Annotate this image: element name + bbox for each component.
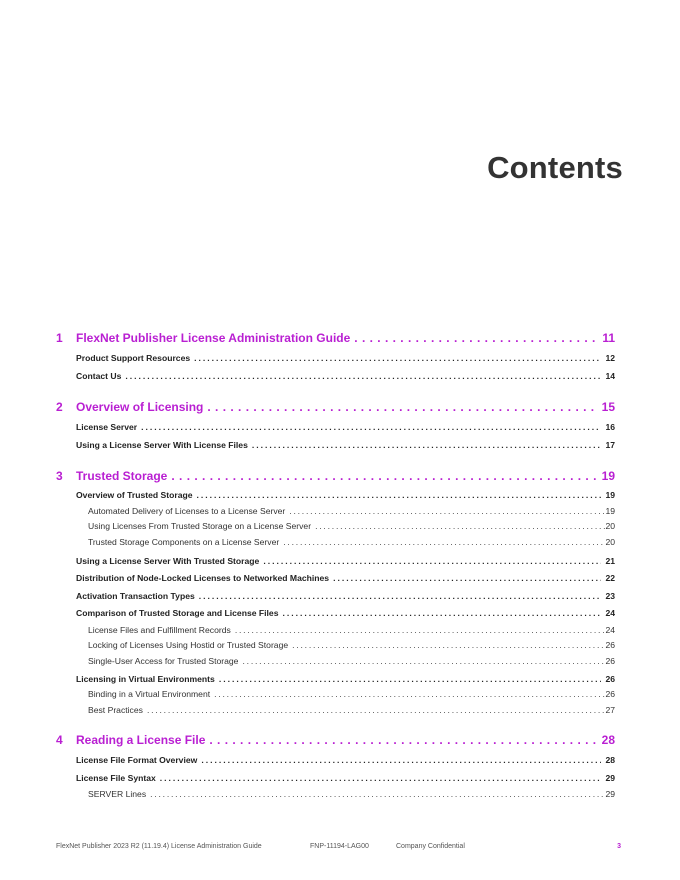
toc-entry-title: Using Licenses From Trusted Storage on a License Server xyxy=(88,521,312,531)
toc-leader xyxy=(214,689,605,699)
toc-leader xyxy=(207,400,597,414)
toc-page-number: 20 xyxy=(605,521,615,531)
toc-subsection[interactable] xyxy=(56,656,615,666)
toc-entry-title: Using a License Server With License Files xyxy=(76,440,248,450)
toc-page-number: 26 xyxy=(605,656,615,666)
toc-leader xyxy=(147,705,606,715)
toc-page-number: 29 xyxy=(605,773,615,783)
toc-section[interactable] xyxy=(56,422,615,432)
toc-subsection[interactable] xyxy=(56,689,615,699)
toc-leader xyxy=(235,625,606,635)
toc-subsection[interactable] xyxy=(56,537,615,547)
toc-leader xyxy=(333,573,601,583)
toc-subsection[interactable] xyxy=(56,521,615,531)
toc-entry-title: Single-User Access for Trusted Storage xyxy=(88,656,239,666)
toc-page-number: 15 xyxy=(601,400,615,414)
toc-entry-title: Overview of Licensing xyxy=(76,400,204,414)
toc-leader xyxy=(282,608,601,618)
toc-leader xyxy=(252,440,602,450)
toc-leader xyxy=(292,640,605,650)
toc-leader xyxy=(201,755,601,765)
page-title: Contents xyxy=(487,150,623,185)
toc-entry-title: Using a License Server With Trusted Storage xyxy=(76,556,260,566)
footer-doc-id: FNP-11194-LAG00 xyxy=(310,843,369,850)
toc-section[interactable] xyxy=(56,573,615,583)
toc-entry-title: License Server xyxy=(76,422,138,432)
toc-entry-title: Trusted Storage xyxy=(76,469,168,483)
toc-page-number: 19 xyxy=(601,469,615,483)
toc-chapter-1[interactable] xyxy=(56,331,615,345)
toc-page-number: 29 xyxy=(605,789,615,799)
toc-entry-title: FlexNet Publisher License Administration Guide xyxy=(76,331,351,345)
toc-subsection[interactable] xyxy=(56,640,615,650)
toc-entry-title: Overview of Trusted Storage xyxy=(76,490,193,500)
toc-page-number: 28 xyxy=(601,733,615,747)
toc-subsection[interactable] xyxy=(56,705,615,715)
toc-entry-title: Contact Us xyxy=(76,371,122,381)
toc-entry-title: Locking of Licenses Using Hostid or Trusted Storage xyxy=(88,640,289,650)
toc-page-number: 19 xyxy=(605,490,615,500)
toc-entry-title: Activation Transaction Types xyxy=(76,591,195,601)
toc-leader xyxy=(150,789,605,799)
toc-entry-title: Automated Delivery of Licenses to a License Server xyxy=(88,506,286,516)
toc-chapter-4[interactable] xyxy=(56,733,615,747)
toc-section[interactable] xyxy=(56,674,615,684)
toc-section[interactable] xyxy=(56,490,615,500)
toc-entry-title: Comparison of Trusted Storage and License Files xyxy=(76,608,279,618)
toc-leader xyxy=(283,537,605,547)
toc-entry-title: Reading a License File xyxy=(76,733,206,747)
toc-entry-title: Trusted Storage Components on a License Server xyxy=(88,537,280,547)
toc-page-number: 12 xyxy=(605,353,615,363)
toc-page-number: 26 xyxy=(605,640,615,650)
toc-page-number: 14 xyxy=(605,371,615,381)
toc-section[interactable] xyxy=(56,440,615,450)
toc-page-number: 11 xyxy=(602,331,615,345)
toc-entry-title: Best Practices xyxy=(88,705,143,715)
toc-leader xyxy=(197,490,602,500)
toc-leader xyxy=(242,656,605,666)
footer-confidential: Company Confidential xyxy=(396,843,465,850)
toc-entry-title: Binding in a Virtual Environment xyxy=(88,689,211,699)
toc-leader xyxy=(171,469,597,483)
toc-subsection[interactable] xyxy=(56,625,615,635)
toc-section[interactable] xyxy=(56,773,615,783)
toc-entry-title: SERVER Lines xyxy=(88,789,147,799)
toc-page-number: 17 xyxy=(605,440,615,450)
toc-leader xyxy=(315,521,605,531)
toc-section[interactable] xyxy=(56,556,615,566)
toc-entry-title: License Files and Fulfillment Records xyxy=(88,625,231,635)
toc-entry-title: Licensing in Virtual Environments xyxy=(76,674,215,684)
toc-chapter-number: 4 xyxy=(56,733,63,747)
toc-page-number: 22 xyxy=(605,573,615,583)
toc-page-number: 24 xyxy=(605,625,615,635)
toc-chapter-2[interactable] xyxy=(56,400,615,414)
toc-subsection[interactable] xyxy=(56,506,615,516)
toc-page-number: 21 xyxy=(605,556,615,566)
toc-leader xyxy=(194,353,601,363)
toc-page-number: 19 xyxy=(605,506,615,516)
toc-section[interactable] xyxy=(56,353,615,363)
toc-leader xyxy=(219,674,602,684)
toc-page-number: 20 xyxy=(605,537,615,547)
toc-chapter-number: 2 xyxy=(56,400,63,414)
toc-page-number: 26 xyxy=(605,674,615,684)
toc-page-number: 23 xyxy=(605,591,615,601)
toc-entry-title: License File Syntax xyxy=(76,773,156,783)
toc-entry-title: Distribution of Node-Locked Licenses to Networked Machines xyxy=(76,573,330,583)
toc-leader xyxy=(354,331,598,345)
toc-entry-title: Product Support Resources xyxy=(76,353,191,363)
toc-chapter-3[interactable] xyxy=(56,469,615,483)
toc-page-number: 24 xyxy=(605,608,615,618)
toc-entry-title: License File Format Overview xyxy=(76,755,198,765)
toc-page-number: 16 xyxy=(605,422,615,432)
toc-section[interactable] xyxy=(56,608,615,618)
toc-section[interactable] xyxy=(56,755,615,765)
toc-leader xyxy=(289,506,605,516)
toc-chapter-number: 1 xyxy=(56,331,63,345)
toc-page-number: 26 xyxy=(605,689,615,699)
toc-page-number: 28 xyxy=(605,755,615,765)
toc-chapter-number: 3 xyxy=(56,469,63,483)
footer-page-number: 3 xyxy=(617,843,621,850)
toc-page-number: 27 xyxy=(605,705,615,715)
toc-leader xyxy=(209,733,597,747)
toc-leader xyxy=(199,591,602,601)
toc-leader xyxy=(160,773,602,783)
toc-section[interactable] xyxy=(56,371,615,381)
toc-leader xyxy=(125,371,601,381)
toc-section[interactable] xyxy=(56,591,615,601)
toc-leader xyxy=(141,422,601,432)
footer-doc-title: FlexNet Publisher 2023 R2 (11.19.4) License Administration Guide xyxy=(56,843,262,850)
toc-subsection[interactable] xyxy=(56,789,615,799)
toc-leader xyxy=(263,556,601,566)
